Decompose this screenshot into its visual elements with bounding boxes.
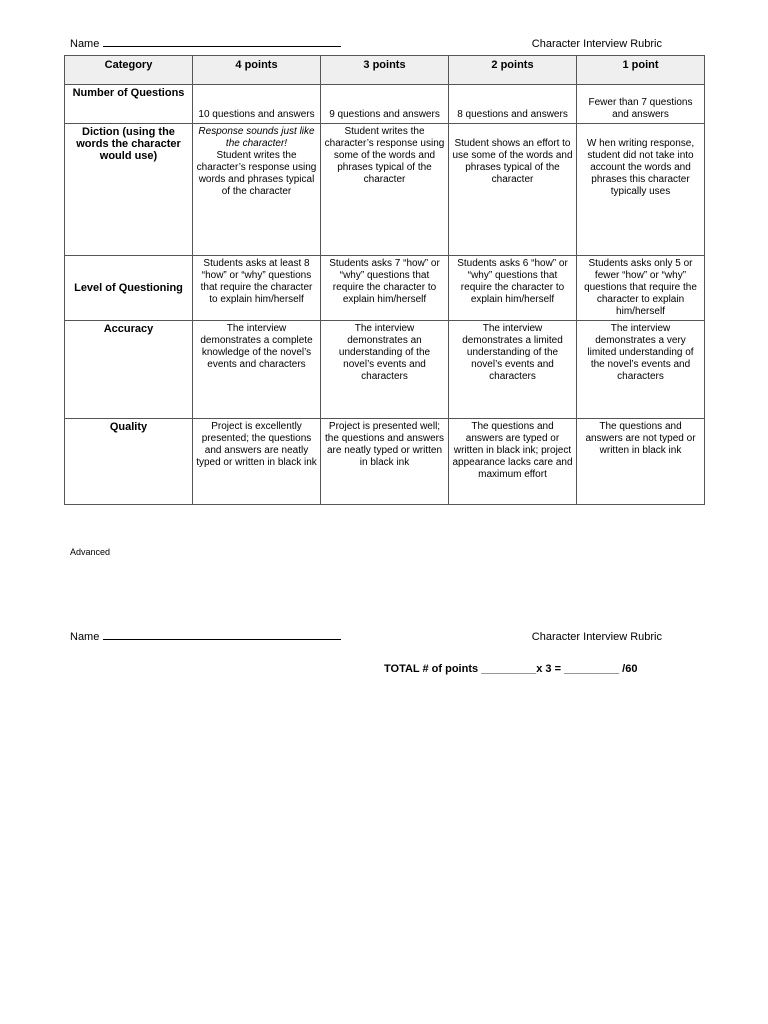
top-header	[70, 34, 662, 50]
table-cell: Student shows an effort to use some of the words and phrases typical of the character	[449, 124, 577, 256]
total-points-line: TOTAL # of points _________x 3 = _________ /60	[384, 663, 638, 675]
table-cell: The interview demonstrates a very limited understanding of the novel’s events and characters	[577, 321, 705, 419]
bottom-header	[70, 627, 662, 643]
rubric-title: Character Interview Rubric	[531, 38, 662, 50]
table-cell: Students asks at least 8 “how” or “why” questions that require the character to explain him/herself	[193, 256, 321, 321]
name-label: Name	[70, 38, 100, 50]
row-category: Accuracy	[65, 321, 193, 419]
table-cell: 8 questions and answers	[449, 85, 577, 124]
column-header-3-points: 3 points	[321, 56, 449, 85]
table-cell: 10 questions and answers	[193, 85, 321, 124]
name-field	[70, 629, 341, 643]
row-category: Quality	[65, 419, 193, 505]
row-category: Number of Questions	[65, 85, 193, 124]
table-cell: The interview demonstrates an understanding of the novel’s events and characters	[321, 321, 449, 419]
name-label: Name	[70, 631, 100, 643]
name-blank-line	[103, 36, 341, 47]
table-cell: Students asks 6 “how” or “why” questions that require the character to explain him/herself	[449, 256, 577, 321]
table-cell: The questions and answers are not typed or written in black ink	[577, 419, 705, 505]
column-header-category: Category	[65, 56, 193, 85]
table-cell: Project is presented well; the questions and answers are neatly typed or written in black ink	[321, 419, 449, 505]
rubric-table	[64, 55, 705, 505]
name-blank-line	[103, 629, 341, 640]
table-cell: W hen writing response, student did not take into account the words and phrases this character typically uses	[577, 124, 705, 256]
table-row	[65, 124, 705, 256]
table-cell: The interview demonstrates a limited understanding of the novel’s events and characters	[449, 321, 577, 419]
table-cell: The interview demonstrates a complete knowledge of the novel’s events and characters	[193, 321, 321, 419]
table-header-row	[65, 56, 705, 85]
row-category: Diction (using the words the character would use)	[65, 124, 193, 256]
italic-note: Response sounds just like the character!	[198, 126, 315, 149]
table-cell: Student writes the character’s response using some of the words and phrases typical of the character	[321, 124, 449, 256]
table-cell	[193, 124, 321, 256]
column-header-2-points: 2 points	[449, 56, 577, 85]
column-header-4-points: 4 points	[193, 56, 321, 85]
table-row	[65, 256, 705, 321]
table-row	[65, 85, 705, 124]
table-cell: The questions and answers are typed or written in black ink; project appearance lacks care and maximum effort	[449, 419, 577, 505]
rubric-title: Character Interview Rubric	[531, 631, 662, 643]
row-category: Level of Questioning	[65, 256, 193, 321]
table-cell: Students asks 7 “how” or “why” questions that require the character to explain him/herself	[321, 256, 449, 321]
name-field	[70, 36, 341, 50]
table-cell: Fewer than 7 questions and answers	[577, 85, 705, 124]
advanced-label: Advanced	[70, 547, 111, 557]
column-header-1-point: 1 point	[577, 56, 705, 85]
table-row	[65, 419, 705, 505]
cell-text: Student writes the character’s response using words and phrases typical of the character	[196, 150, 317, 197]
table-cell: Students asks only 5 or fewer “how” or “why” questions that require the character to explain him/herself	[577, 256, 705, 321]
table-cell: 9 questions and answers	[321, 85, 449, 124]
table-cell: Project is excellently presented; the questions and answers are neatly typed or written in black ink	[193, 419, 321, 505]
table-row	[65, 321, 705, 419]
